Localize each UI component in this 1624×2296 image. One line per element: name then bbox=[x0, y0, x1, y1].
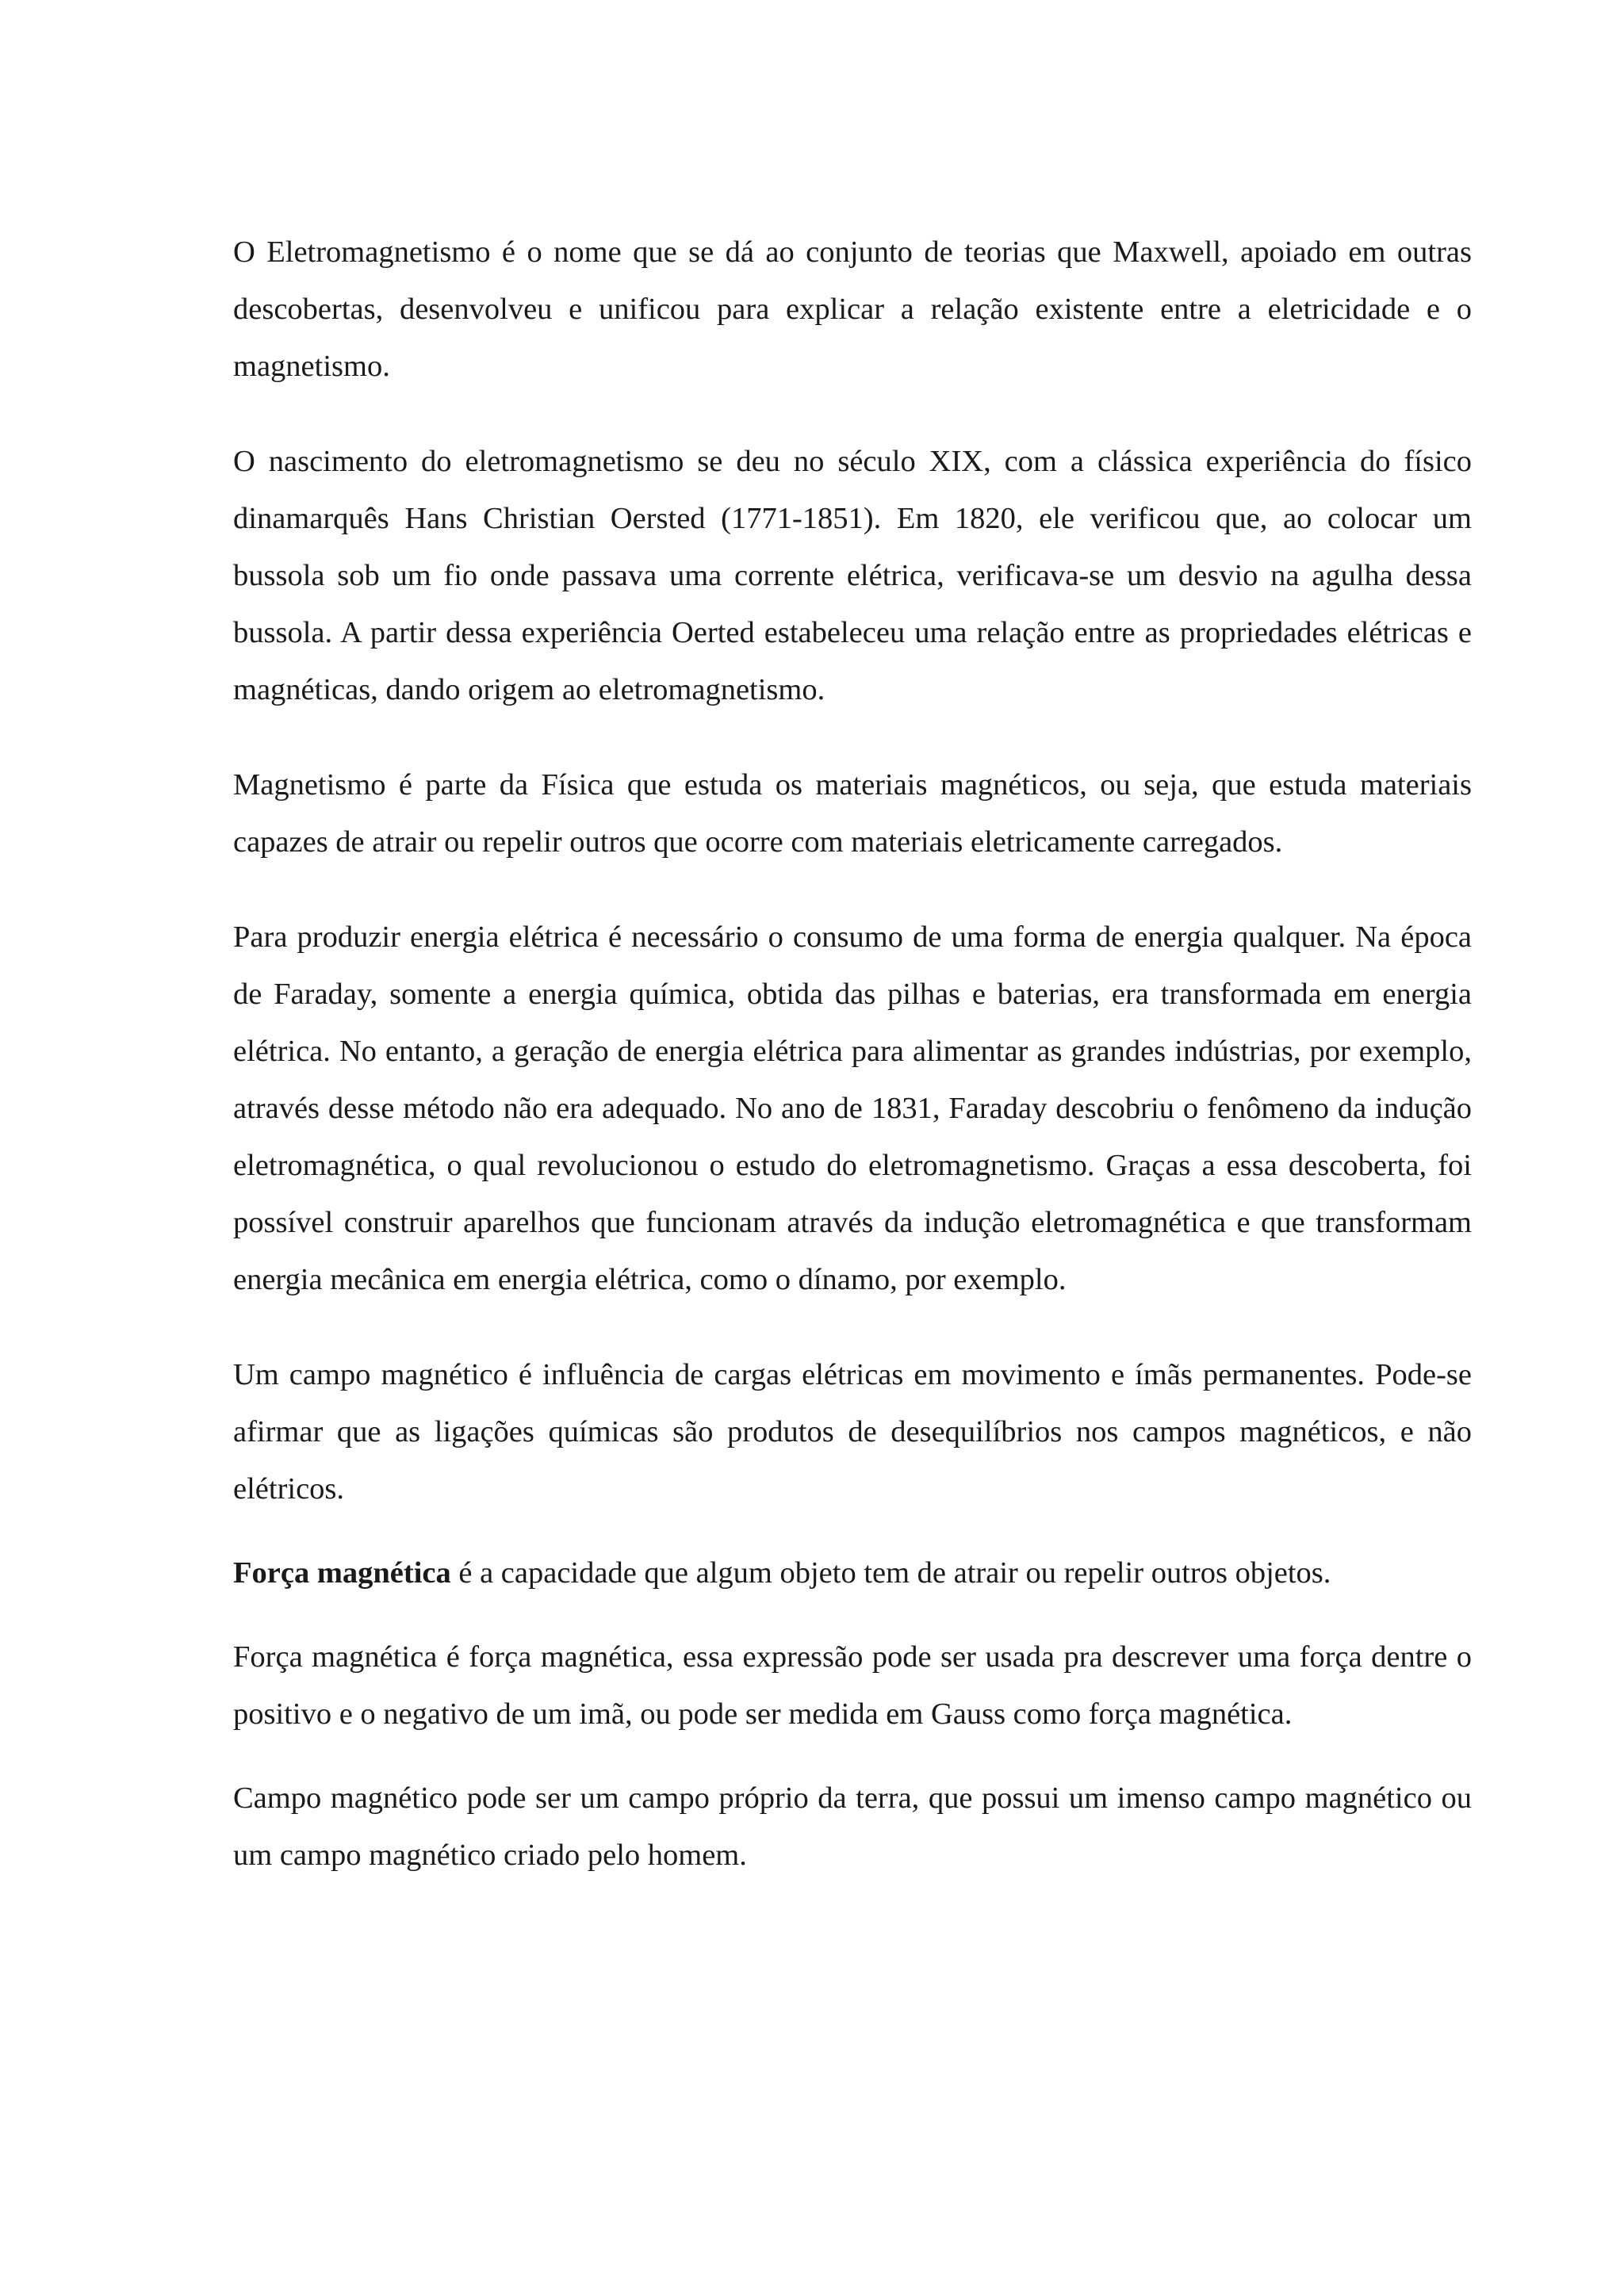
document-body bbox=[233, 224, 1472, 1884]
forca-term: Força magnética bbox=[233, 1556, 451, 1590]
paragraph-campo-magnetico: Um campo magnético é influência de cargas elétricas em movimento e ímãs permanentes. Pode-se afirmar que as ligações químicas são produtos de desequilíbrios nos campos magnéticos, e não elétricos. bbox=[233, 1358, 1472, 1506]
paragraph-forca-definition bbox=[233, 1544, 1472, 1601]
paragraph-eletromagnetismo-intro: O Eletromagnetismo é o nome que se dá ao conjunto de teorias que Maxwell, apoiado em outras descobertas, desenvolveu e unificou para explicar a relação existente entre a eletricidade e o magnetismo. bbox=[233, 235, 1472, 383]
paragraph-faraday: Para produzir energia elétrica é necessário o consumo de uma forma de energia qualquer. Na época de Faraday, somente a energia química, obtida das pilhas e baterias, era transformada em energia elétrica. No entanto, a geração de energia elétrica para alimentar as grandes indústrias, por exemplo, através desse método não era adequado. No ano de 1831, Faraday descobriu o fenômeno da indução eletromagnética, o qual revolucionou o estudo do eletromagnetismo. Graças a essa descoberta, foi possível construir aparelhos que funcionam através da indução eletromagnética e que transformam energia mecânica em energia elétrica, como o dínamo, por exemplo. bbox=[233, 920, 1472, 1296]
paragraph-campo-terra: Campo magnético pode ser um campo próprio da terra, que possui um imenso campo magnético ou um campo magnético criado pelo homem. bbox=[233, 1781, 1472, 1872]
paragraph-magnetismo: Magnetismo é parte da Física que estuda os materiais magnéticos, ou seja, que estuda materiais capazes de atrair ou repelir outros que ocorre com materiais eletricamente carregados. bbox=[233, 768, 1472, 859]
paragraph-forca-expressao: Força magnética é força magnética, essa expressão pode ser usada pra descrever uma força dentre o positivo e o negativo de um imã, ou pode ser medida em Gauss como força magnética. bbox=[233, 1640, 1472, 1731]
paragraph-oersted: O nascimento do eletromagnetismo se deu no século XIX, com a clássica experiência do físico dinamarquês Hans Christian Oersted (1771-1851). Em 1820, ele verificou que, ao colocar um bussola sob um fio onde passava uma corrente elétrica, verificava-se um desvio na agulha dessa bussola. A partir dessa experiência Oerted estabeleceu uma relação entre as propriedades elétricas e magnéticas, dando origem ao eletromagnetismo. bbox=[233, 445, 1472, 706]
forca-definition-text: é a capacidade que algum objeto tem de atrair ou repelir outros objetos. bbox=[450, 1556, 1331, 1590]
